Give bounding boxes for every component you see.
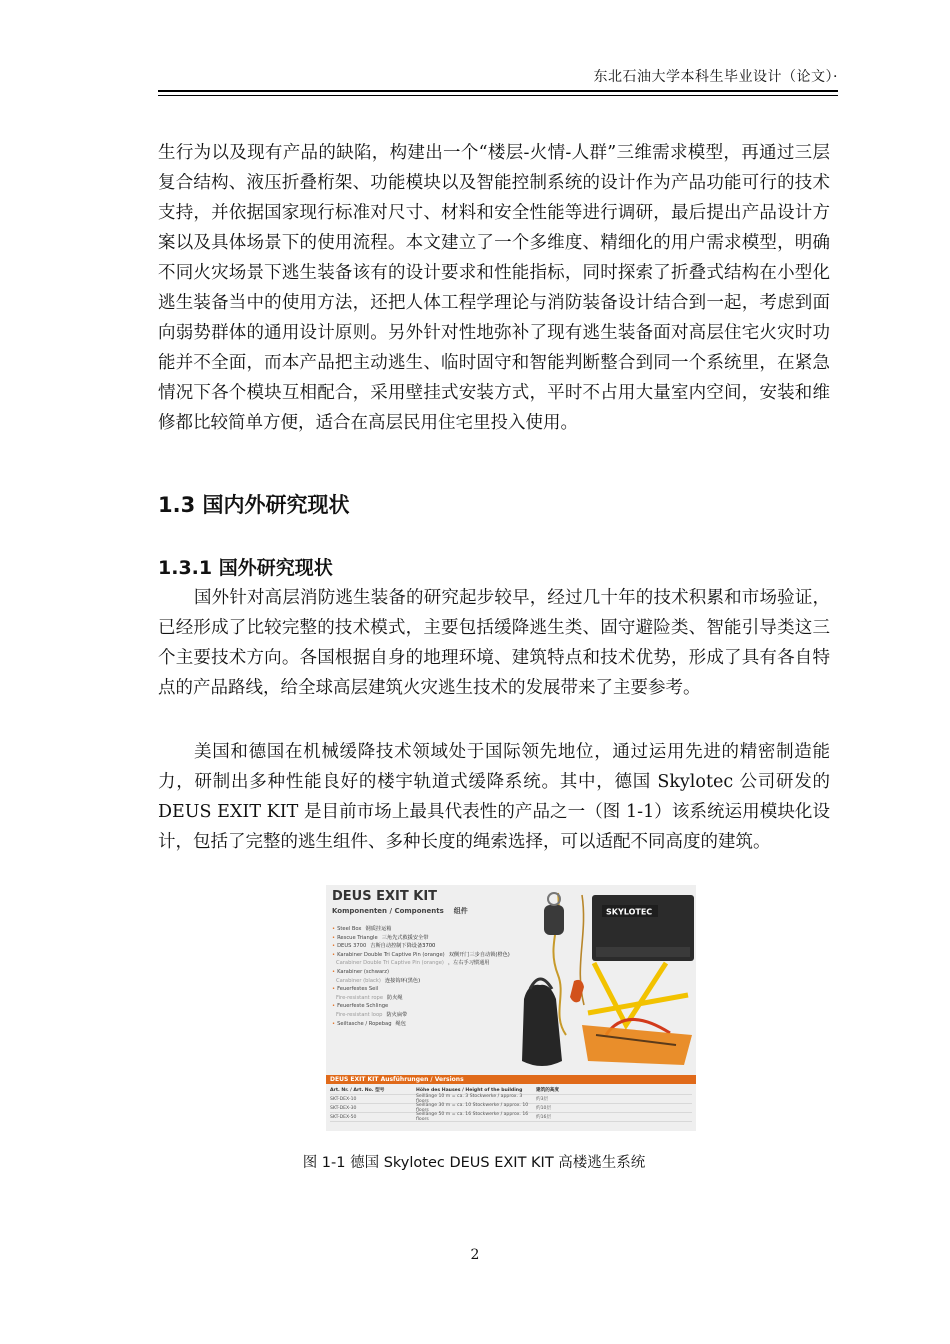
- component-name-en: Rescue Triangle: [337, 934, 378, 941]
- versions-bar: [326, 1075, 696, 1084]
- paragraph-foreign-research: 国外针对高层消防逃生装备的研究起步较早，经过几十年的技术积累和市场验证，已经形成了比较完整的技术模式，主要包括缓降逃生类、固守避险类、智能引导类这三个主要技术方向。各国根据自身的地理环境、建筑特点和技术优势，形成了具有各自特点的产品路线，给全球高层建筑火灾逃生技术的发展带来了主要参考。: [158, 588, 830, 698]
- bullet-icon: •: [332, 943, 336, 950]
- component-name-en: Carabiner (black): [336, 977, 381, 984]
- figure-product-photos: [326, 885, 696, 1075]
- component-name-en: Feuerfeste Schlinge: [337, 1003, 389, 1010]
- table-cell: SKT-DEX-30: [330, 1105, 357, 1111]
- rescue-harness-image: [582, 963, 692, 1065]
- component-name-cn: 双侧开门三步自动锁(橙色): [448, 951, 510, 958]
- table-cell: 约10层: [536, 1106, 552, 1111]
- component-name-cn: 防火绳: [387, 994, 403, 1001]
- header-cell: 建筑的高度: [536, 1088, 559, 1093]
- header-rule-thick: [158, 90, 838, 92]
- table-cell: Seillänge 30 m = ca. 10 Stockwerke / approx. 10 floors: [416, 1103, 529, 1113]
- table-row: [330, 1113, 692, 1122]
- bullet-icon: •: [332, 934, 336, 941]
- table-cell: Seillänge 10 m = ca. 3 Stockwerke / approx. 3 floors: [416, 1094, 523, 1104]
- component-name-en: Karabiner (schwarz): [337, 968, 390, 975]
- component-name-en: Fire-resistant rope: [336, 994, 384, 1001]
- bullet-icon: •: [332, 1003, 336, 1010]
- section-heading: 1.3 国内外研究现状: [158, 493, 350, 517]
- bullet-icon: •: [332, 1020, 336, 1027]
- header-title: 东北石油大学本科生毕业设计（论文）·: [593, 69, 838, 85]
- component-name-en: Karabiner Double Tri Captive Pin (orange): [337, 951, 445, 958]
- component-name-en: Carabiner Double Tri Captive Pin (orange): [336, 960, 444, 967]
- rope-bag-image: [522, 985, 562, 1066]
- table-cell: Seillänge 50 m = ca. 16 Stockwerke / approx. 16 floors: [416, 1112, 529, 1122]
- figure-kit-title: DEUS EXIT KIT: [332, 889, 438, 904]
- versions-title: DEUS EXIT KIT Ausführungen / Versions: [330, 1076, 464, 1083]
- table-cell: SKT-DEX-50: [330, 1114, 357, 1120]
- component-name-cn: 防火扁带: [386, 1011, 408, 1018]
- bullet-icon: •: [332, 986, 336, 993]
- table-cell: 约3层: [536, 1097, 549, 1102]
- descender-device-image: [544, 905, 564, 935]
- component-name-cn: 钢质挂运箱: [365, 926, 392, 932]
- figure-caption: 图 1-1 德国 Skylotec DEUS EXIT KIT 高楼逃生系统: [302, 1155, 646, 1171]
- component-name-en: Feuerfestes Seil: [337, 986, 379, 993]
- component-name-en: Steel Box: [337, 926, 362, 932]
- component-name-cn: 绳包: [395, 1020, 406, 1027]
- bullet-icon: •: [332, 926, 336, 932]
- component-name-cn: 连接钩环(黑色): [384, 977, 421, 984]
- header-rule-thin: [158, 95, 838, 96]
- header-cell: Höhe des Hauses / Height of the building: [416, 1087, 523, 1093]
- page-number: 2: [470, 1247, 480, 1263]
- figure-deus-exit-kit: [326, 885, 696, 1131]
- component-name-cn: 三角先式救援安全带: [381, 934, 429, 941]
- component-name-cn: 吉斯自动控制下降设备3700: [370, 943, 436, 950]
- table-cell: 约16层: [536, 1115, 552, 1120]
- paragraph-intro-continued: 生行为以及现有产品的缺陷，构建出一个“楼层-火情-人群”三维需求模型，再通过三层复合结构、液压折叠桁架、功能模块以及智能控制系统的设计作为产品功能可行的技术支持，并依据国家现行标准对尺寸、材料和安全性能等进行调研，最后提出产品设计方案以及具体场景下的使用流程。本文建立了一个多维度、精细化的用户需求模型，明确不同火灾场景下逃生装备该有的设计要求和性能指标，同时探索了折叠式结构在小型化逃生装备当中的使用方法，还把人体工程学理论与消防装备设计结合到一起，考虑到面向弱势群体的通用设计原则。另外针对性地弥补了现有逃生装备面对高层住宅火灾时功能并不全面，而本产品把主动逃生、临时固守和智能判断整合到同一个系统里，在紧急情况下各个模块互相配合，采用壁挂式安装方式，平时不占用大量室内空间，安装和维修都比较简单方便，适合在高层民用住宅里投入使用。: [158, 143, 830, 433]
- figure-subtitle-en: Komponenten / Components: [332, 907, 444, 915]
- paragraph-skylotec: 美国和德国在机械缓降技术领域处于国际领先地位，通过运用先进的精密制造能力，研制出多种性能良好的楼宇轨道式缓降系统。其中，德国 Skylotec 公司研发的 DEUS EXIT KIT 是目前市场上最具代表性的产品之一（图 1-1）该系统运用模块化设计，包括了完整的逃生组件、多种长度的绳索选择，可以适配不同高度的建筑。: [158, 742, 830, 852]
- versions-table: [330, 1086, 692, 1122]
- component-name-en: Seiltasche / Ropebag: [337, 1020, 392, 1027]
- figure-subtitle-cn: 组件: [453, 907, 468, 915]
- component-name-en: DEUS 3700: [337, 943, 367, 950]
- table-cell: SKT-DEX-10: [330, 1096, 357, 1102]
- component-name-cn: ，左右手习惯通用: [447, 960, 490, 967]
- component-name-en: Fire-resistant loop: [336, 1011, 383, 1018]
- subsection-heading: 1.3.1 国外研究现状: [158, 557, 333, 579]
- bullet-icon: •: [332, 968, 336, 975]
- header-cell: Art. Nr. / Art. No. 型号: [330, 1088, 385, 1093]
- bullet-icon: •: [332, 951, 336, 958]
- brand-logo-text: SKYLOTEC: [606, 907, 653, 917]
